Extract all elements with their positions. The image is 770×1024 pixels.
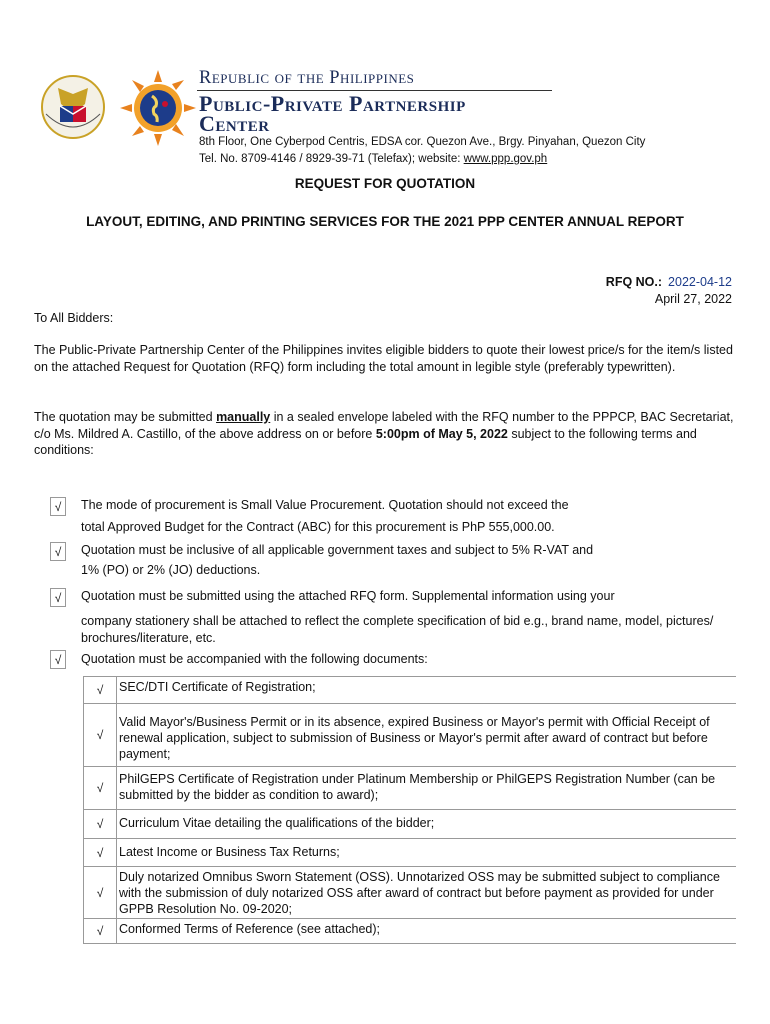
submission-paragraph [34, 409, 736, 459]
website-link[interactable]: www.ppp.gov.ph [463, 153, 548, 165]
term-2-line1: Quotation must be inclusive of all applicable government taxes and subject to 5% R-VAT and [81, 543, 594, 557]
document-title: REQUEST FOR QUOTATION [294, 176, 476, 191]
term-3-checkbox[interactable]: √ [50, 588, 66, 607]
header-republic: Republic of the Philippines [199, 68, 415, 88]
rfq-number-value: 2022-04-12 [668, 275, 732, 289]
term-3-line2: company stationery shall be attached to reflect the complete specification of bid e.g., brand name, model, pictures/ brochures/literature, etc. [81, 614, 714, 645]
document-text: Duly notarized Omnibus Sworn Statement (OSS). Unnotarized OSS may be submitted subject to compliance with the submission of duly notarized OSS after award of contract but before payment as provided for under GPPB Resolution No. 09-2020; [119, 870, 720, 916]
republic-seal-logo [30, 74, 116, 140]
document-text: Curriculum Vitae detailing the qualifications of the bidder; [119, 816, 435, 830]
intro-paragraph: The Public-Private Partnership Center of the Philippines invites eligible bidders to quote their lowest price/s for the item/s listed on the attached Request for Quotation (RFQ) form including the total amount in legible style (preferably typewritten). [34, 343, 733, 374]
contact-text: Tel. No. 8709-4146 / 8929-39-71 (Telefax); website: [199, 153, 464, 165]
submission-manually: manually [216, 410, 271, 424]
document-subject: LAYOUT, EDITING, AND PRINTING SERVICES FOR THE 2021 PPP CENTER ANNUAL REPORT [86, 214, 684, 229]
document-checkbox[interactable]: √ [84, 810, 117, 838]
document-text: SEC/DTI Certificate of Registration; [119, 680, 316, 694]
header-agency-center: Center [199, 111, 270, 136]
document-text: Latest Income or Business Tax Returns; [119, 845, 340, 859]
document-checkbox[interactable]: √ [84, 867, 117, 918]
rfq-date: April 27, 2022 [654, 292, 732, 306]
salutation: To All Bidders: [34, 311, 114, 325]
rfq-number-label: RFQ NO.: [605, 275, 663, 289]
term-4-line1: Quotation must be accompanied with the following documents: [81, 652, 428, 666]
document-row [84, 676, 736, 703]
document-checkbox[interactable]: √ [84, 767, 117, 809]
term-1-checkbox[interactable]: √ [50, 497, 66, 516]
submission-text-c: subject to the following terms and conditions: [34, 426, 697, 457]
document-checkbox[interactable]: √ [84, 919, 117, 943]
header-contact [199, 153, 547, 165]
document-row [84, 703, 736, 766]
document-row [84, 766, 736, 809]
document-row [84, 918, 736, 944]
header-address: 8th Floor, One Cyberpod Centris, EDSA cor. Quezon Ave., Brgy. Pinyahan, Quezon City [199, 136, 646, 148]
rfq-number [606, 275, 732, 289]
submission-text-a: The quotation may be submitted [34, 410, 217, 424]
term-2-checkbox[interactable]: √ [50, 542, 66, 561]
term-2-line2: 1% (PO) or 2% (JO) deductions. [81, 563, 261, 577]
term-3-line1: Quotation must be submitted using the attached RFQ form. Supplemental information using your [81, 589, 615, 603]
document-text: PhilGEPS Certificate of Registration under Platinum Membership or PhilGEPS Registration Number (can be submitted by the bidder as condition to award); [119, 772, 716, 802]
required-documents-table [83, 676, 736, 944]
document-checkbox[interactable]: √ [84, 704, 117, 766]
document-row [84, 809, 736, 838]
ppp-center-logo [118, 68, 198, 148]
document-row [84, 866, 736, 918]
document-checkbox[interactable]: √ [84, 839, 117, 866]
document-checkbox[interactable]: √ [84, 677, 117, 703]
term-1-line1: The mode of procurement is Small Value Procurement. Quotation should not exceed the [81, 498, 569, 512]
submission-deadline: 5:00pm of May 5, 2022 [375, 426, 508, 441]
document-text: Valid Mayor's/Business Permit or in its absence, expired Business or Mayor's permit with Official Receipt of renewal application, subject to submission of Business or Mayor's permit after award of contract but before payment; [119, 715, 710, 761]
document-row [84, 838, 736, 866]
header-agency-name: Public-Private Partnership [199, 91, 466, 116]
term-1-line2: total Approved Budget for the Contract (ABC) for this procurement is PhP 555,000.00. [81, 520, 555, 534]
submission-text-b: in a sealed envelope labeled with the RFQ number to the PPPCP, BAC Secretariat, c/o Ms. Mildred A. Castillo, of the above address on or before [34, 410, 734, 441]
term-4-checkbox[interactable]: √ [50, 650, 66, 669]
document-text: Conformed Terms of Reference (see attached); [119, 922, 381, 936]
